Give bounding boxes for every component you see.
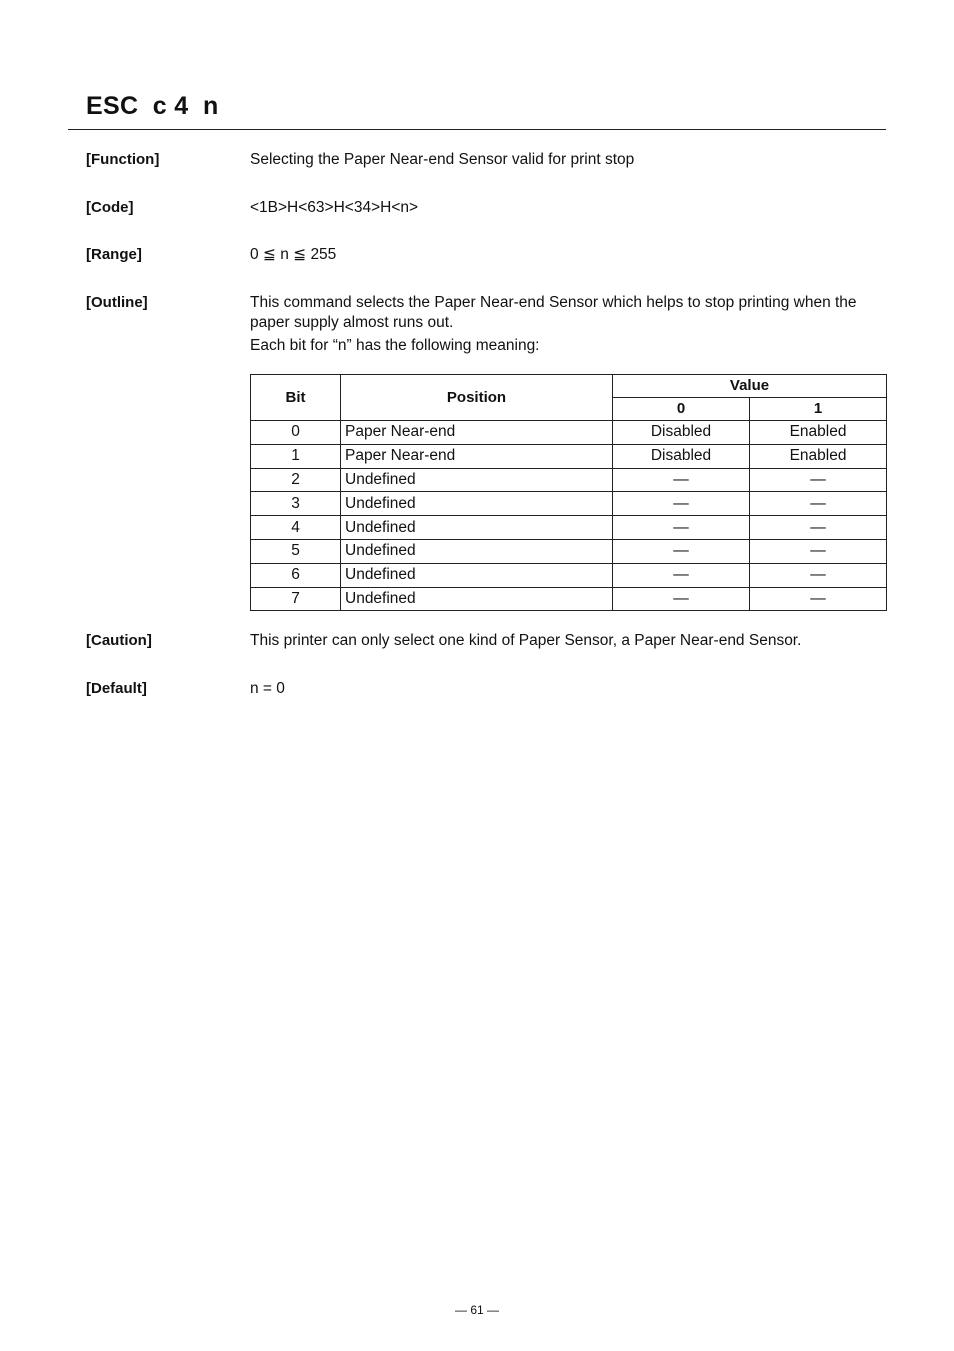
page-title: ESC c 4 n	[86, 92, 219, 120]
value-0-cell: —	[613, 563, 750, 587]
value-header: Value	[613, 375, 887, 398]
value-1-cell: —	[750, 468, 887, 492]
function-label: [Function]	[86, 151, 160, 168]
function-text: Selecting the Paper Near-end Sensor valid for print stop	[250, 151, 635, 168]
position-cell: Undefined	[341, 516, 613, 540]
bit-cell: 5	[251, 539, 341, 563]
bit-cell: 2	[251, 468, 341, 492]
value-1-cell: —	[750, 563, 887, 587]
default-label: [Default]	[86, 680, 147, 697]
range-label: [Range]	[86, 246, 142, 263]
outline-text-2: Each bit for “n” has the following meaning:	[250, 337, 540, 354]
value-0-cell: —	[613, 468, 750, 492]
position-cell: Paper Near-end	[341, 421, 613, 445]
table-row	[251, 587, 887, 611]
value-0-cell: —	[613, 539, 750, 563]
position-cell: Undefined	[341, 563, 613, 587]
value-0-cell: —	[613, 492, 750, 516]
value-1-header: 1	[750, 398, 887, 421]
title-divider	[68, 129, 886, 130]
value-1-cell: Enabled	[750, 421, 887, 445]
position-cell: Undefined	[341, 539, 613, 563]
value-0-cell: —	[613, 587, 750, 611]
bit-cell: 1	[251, 444, 341, 468]
value-1-cell: —	[750, 539, 887, 563]
bit-cell: 3	[251, 492, 341, 516]
bit-cell: 4	[251, 516, 341, 540]
outline-label: [Outline]	[86, 294, 148, 311]
value-0-cell: Disabled	[613, 444, 750, 468]
bit-cell: 7	[251, 587, 341, 611]
position-cell: Undefined	[341, 492, 613, 516]
code-text: <1B>H<63>H<34>H<n>	[250, 199, 419, 216]
table-row	[251, 444, 887, 468]
default-text: n = 0	[250, 680, 285, 697]
bit-cell: 6	[251, 563, 341, 587]
position-cell: Undefined	[341, 468, 613, 492]
bit-header: Bit	[251, 375, 341, 421]
page-number: — 61 —	[454, 1303, 499, 1317]
value-0-header: 0	[613, 398, 750, 421]
bit-cell: 0	[251, 421, 341, 445]
position-cell: Undefined	[341, 587, 613, 611]
value-1-cell: —	[750, 492, 887, 516]
value-1-cell: —	[750, 587, 887, 611]
caution-label: [Caution]	[86, 632, 152, 649]
table-row	[251, 563, 887, 587]
bit-meaning-table	[250, 374, 887, 611]
value-1-cell: Enabled	[750, 444, 887, 468]
table-row	[251, 516, 887, 540]
table-row	[251, 421, 887, 445]
table-row	[251, 492, 887, 516]
position-header: Position	[341, 375, 613, 421]
code-label: [Code]	[86, 199, 134, 216]
outline-text: This command selects the Paper Near-end Sensor which helps to stop printing when the paper supply almost runs out.	[250, 294, 857, 331]
caution-text: This printer can only select one kind of Paper Sensor, a Paper Near-end Sensor.	[250, 632, 802, 649]
position-cell: Paper Near-end	[341, 444, 613, 468]
table-row	[251, 468, 887, 492]
value-0-cell: Disabled	[613, 421, 750, 445]
value-1-cell: —	[750, 516, 887, 540]
range-text: 0 ≦ n ≦ 255	[250, 246, 337, 263]
value-0-cell: —	[613, 516, 750, 540]
table-row	[251, 539, 887, 563]
